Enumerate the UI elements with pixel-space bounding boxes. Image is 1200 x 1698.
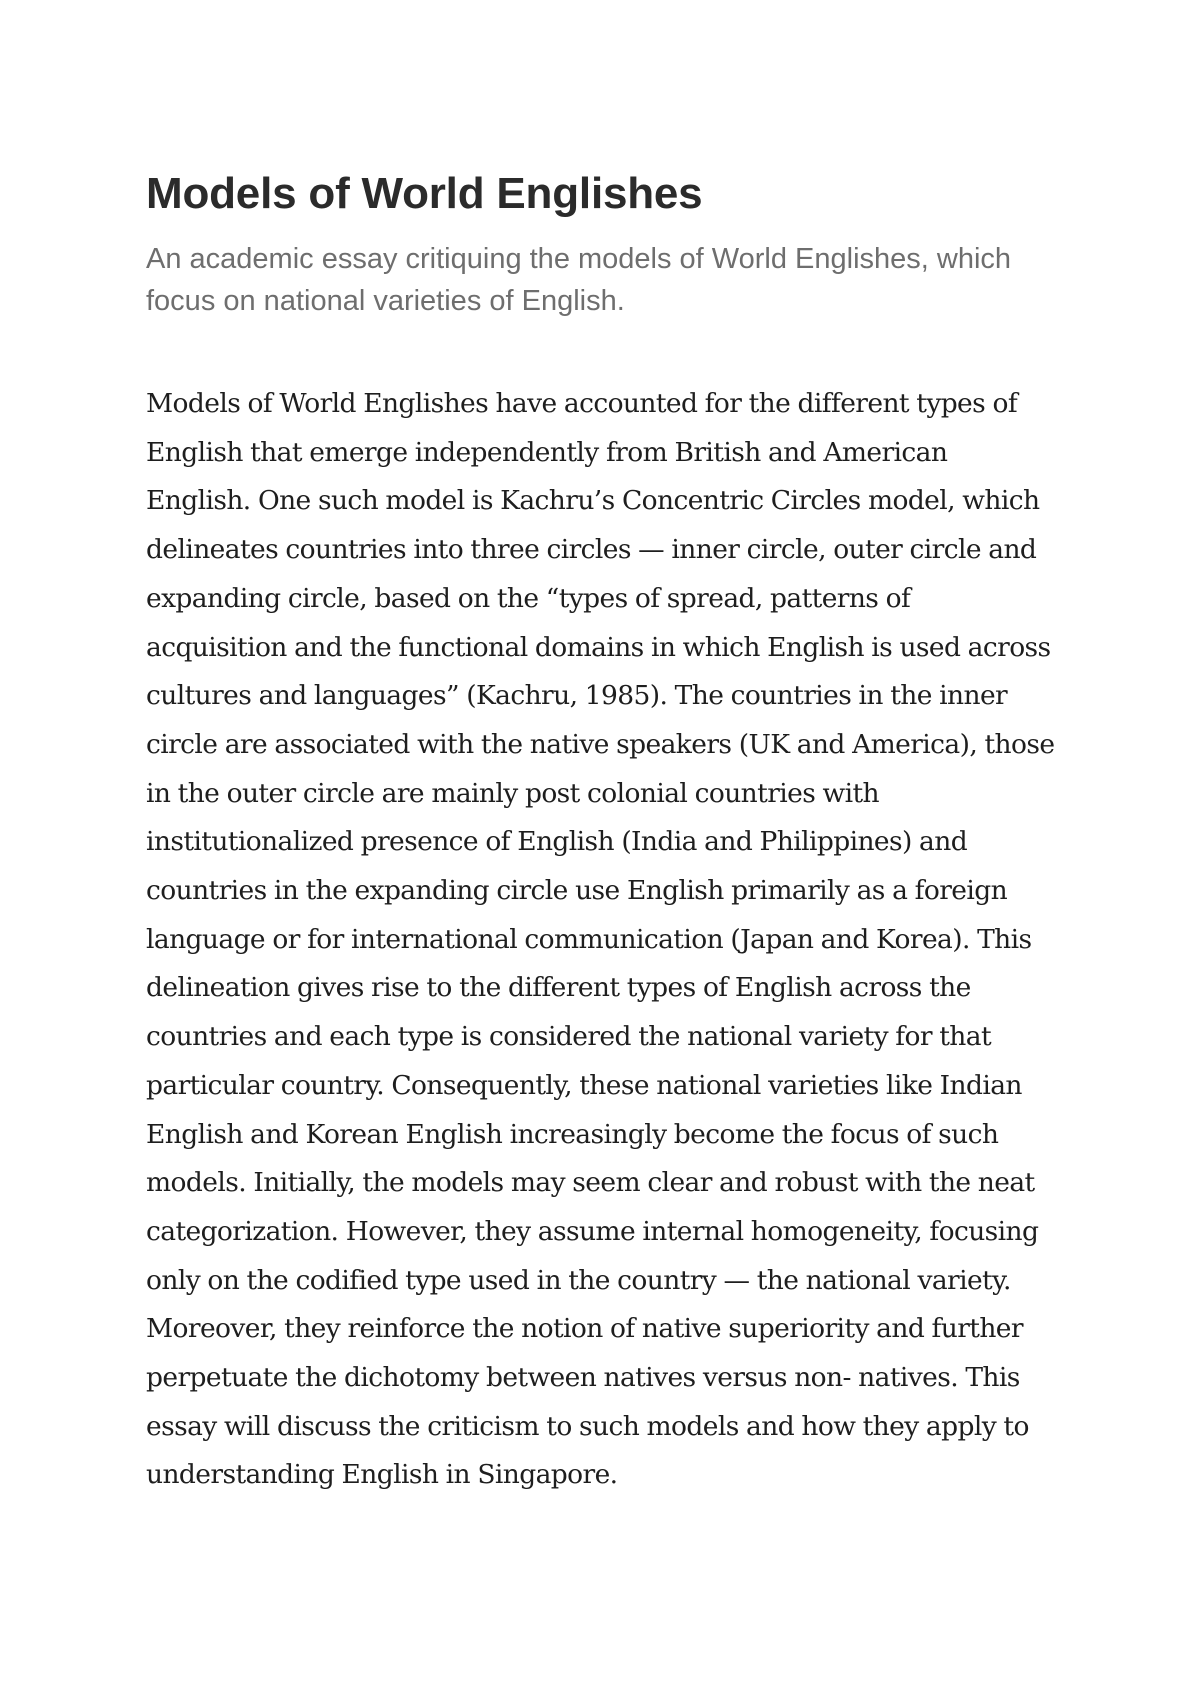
article-body-paragraph: Models of World Englishes have accounted for the different types of English that emerge independently from British and American English. One such model is Kachru’s Concentric Circles model, which delineates countries into three circles — inner circle, outer circle and expanding circle, based on the “types of spread, patterns of acquisition and the functional domains in which English is used across cultures and languages” (Kachru, 1985). The countries in the inner circle are associated with the native speakers (UK and America), those in the outer circle are mainly post colonial countries with institutionalized presence of English (India and Philippines) and countries in the expanding circle use English primarily as a foreign language or for international communication (Japan and Korea). This delineation gives rise to the different types of English across the countries and each type is considered the national variety for that particular country. Consequently, these national varieties like Indian English and Korean English increasingly become the focus of such models. Initially, the models may seem clear and robust with the neat categorization. However, they assume internal homogeneity, focusing only on the codified type used in the country — the national variety. Moreover, they reinforce the notion of native superiority and further perpetuate the dichotomy between natives versus non- natives. This essay will discuss the criticism to such models and how they apply to understanding English in Singapore. (146, 388, 1055, 1491)
article-content (146, 168, 1056, 1500)
article-title: Models of World Englishes (146, 169, 703, 218)
article-subtitle: An academic essay critiquing the models of World Englishes, which focus on national varieties of English. (146, 243, 1012, 317)
